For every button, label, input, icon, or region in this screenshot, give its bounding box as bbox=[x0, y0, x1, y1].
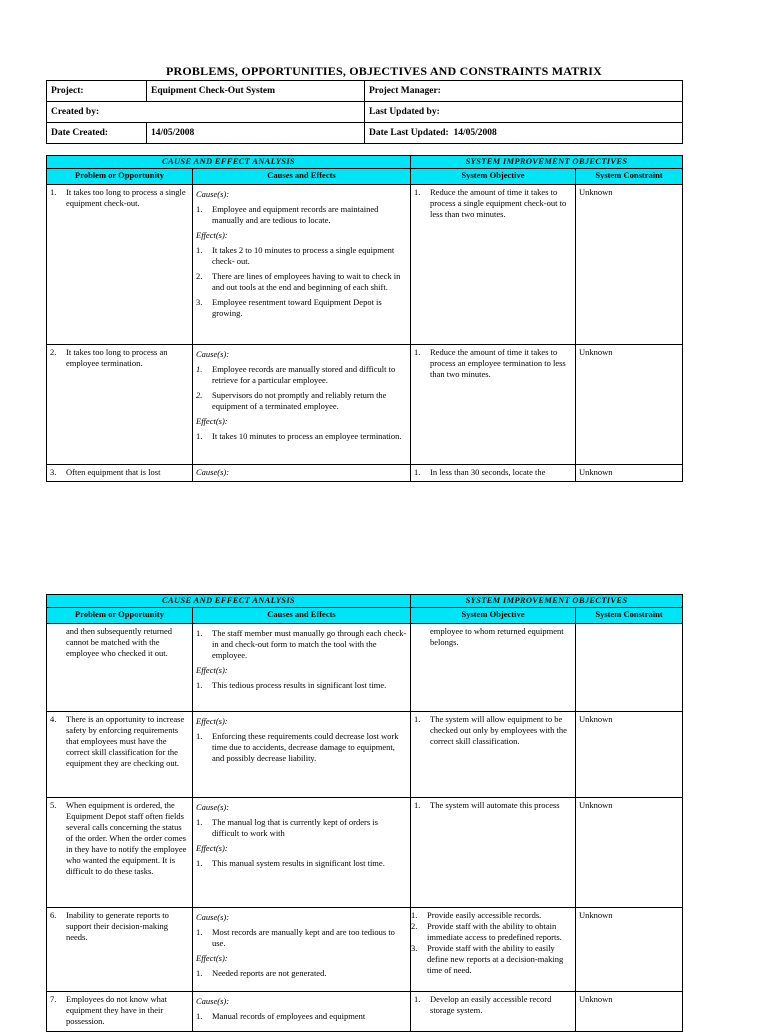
problem-text: Employees do not know what equipment they have in their possession. bbox=[66, 994, 168, 1026]
effect-text: It takes 10 minutes to process an employee termination. bbox=[212, 431, 402, 441]
objective-column-header: System Objective bbox=[411, 608, 576, 624]
causes-label: Cause(s): bbox=[196, 912, 230, 922]
objective-text: employee to whom returned equipment belongs. bbox=[411, 624, 576, 712]
problem-text: Often equipment that is lost bbox=[66, 467, 161, 477]
effects-label: Effect(s): bbox=[196, 230, 228, 240]
effect-text: Employee resentment toward Equipment Depot is growing. bbox=[212, 297, 382, 318]
problem-column-header: Problem or Opportunity bbox=[47, 169, 193, 185]
objective-text: Provide easily accessible records. bbox=[427, 910, 542, 920]
row-number: 4. bbox=[50, 714, 57, 724]
cause-effect-header: CAUSE AND EFFECT ANALYSIS bbox=[47, 595, 411, 608]
constraint-text: Unknown bbox=[576, 908, 683, 992]
project-info-table bbox=[46, 80, 683, 144]
matrix-table-2 bbox=[46, 594, 683, 1032]
effect-text: This manual system results in significant lost time. bbox=[212, 858, 385, 868]
date-last-updated-label: Date Last Updated: bbox=[369, 127, 449, 138]
causes-column-header: Causes and Effects bbox=[193, 608, 411, 624]
row-number: 6. bbox=[50, 910, 57, 920]
created-by-label: Created by: bbox=[47, 102, 365, 123]
objective-column-header: System Objective bbox=[411, 169, 576, 185]
effects-label: Effect(s): bbox=[196, 953, 228, 963]
constraint-column-header: System Constraint bbox=[576, 169, 683, 185]
date-last-updated-cell bbox=[365, 123, 683, 144]
effects-label: Effect(s): bbox=[196, 416, 228, 426]
problem-text: It takes too long to process an employee termination. bbox=[66, 347, 168, 368]
row-number: 2. bbox=[50, 347, 57, 357]
objective-text: In less than 30 seconds, locate the bbox=[430, 467, 546, 477]
cause-text: Manual records of employees and equipment bbox=[212, 1011, 366, 1021]
constraint-text: Unknown bbox=[576, 185, 683, 345]
objective-text: The system will allow equipment to be checked out only by employees with the correct skill classification. bbox=[430, 714, 567, 746]
problem-text: There is an opportunity to increase safety by enforcing requirements that employees must have the correct skill classification for the equipment they are checking out. bbox=[66, 714, 185, 768]
effect-text: It takes 2 to 10 minutes to process a single equipment check- out. bbox=[212, 245, 395, 266]
row-number: 5. bbox=[50, 800, 57, 810]
causes-label: Cause(s): bbox=[196, 349, 230, 359]
objective-text: Reduce the amount of time it takes to process a single equipment check-out to less than two minutes. bbox=[430, 187, 567, 219]
date-created-value: 14/05/2008 bbox=[147, 123, 365, 144]
cause-text: Most records are manually kept and are too tedious to use. bbox=[212, 927, 395, 948]
objective-text: Reduce the amount of time it takes to process an employee termination to less than two minutes. bbox=[430, 347, 566, 379]
causes-label: Cause(s): bbox=[196, 467, 230, 477]
effects-label: Effect(s): bbox=[196, 843, 228, 853]
constraint-column-header: System Constraint bbox=[576, 608, 683, 624]
effect-text: There are lines of employees having to wait to check in and out tools at the end and beginning of each shift. bbox=[212, 271, 401, 292]
table-row: 6. Inability to generate reports to support their decision-making needs. Cause(s): 1. Most records are manually kept and are too tedious to use. Effect(s): 1. Needed reports are not generated. 1. Provide easily accessible records. 2. Provide staff with the ability to obtain immediate access to predefined reports. 3. Provide staff with the ability to easily define new reports at a decision-making time of need. Unknown bbox=[47, 908, 683, 992]
system-improvement-header: SYSTEM IMPROVEMENT OBJECTIVES bbox=[411, 595, 683, 608]
table-row: 1. It takes too long to process a single equipment check-out. Cause(s): 1. Employee and equipment records are maintained manually and are tedious to locate. Effect(s): 1. It takes 2 to 10 minutes to process a single equipment check- out. 2. There are lines of employees having to wait to check in and out tools at the end and beginning of each shift. 3. Employee resentment toward Equipment Depot is growing. 1. Reduce the amount of time it takes to process a single equipment check-out to less than two minutes. Unknown bbox=[47, 185, 683, 345]
table-row: and then subsequently returned cannot be matched with the employee who checked it out. 1. The staff member must manually go through each check-in and check-out form to match the tool with the employee. Effect(s): 1. This tedious process results in significant lost time. employee to whom returned equipment belongs. bbox=[47, 624, 683, 712]
table-row: 2. It takes too long to process an employee termination. Cause(s): 1. Employee records are manually stored and difficult to retrieve for a particular employee. 2. Supervisors do not promptly and reliably return the equipment of a terminated employee. Effect(s): 1. It takes 10 minutes to process an employee termination. 1. Reduce the amount of time it takes to process an employee termination to less than two minutes. Unknown bbox=[47, 345, 683, 465]
effects-label: Effect(s): bbox=[196, 716, 228, 726]
project-label: Project: bbox=[47, 81, 147, 102]
cause-text: Employee and equipment records are maintained manually and are tedious to locate. bbox=[212, 204, 379, 225]
row-number: 3. bbox=[50, 467, 57, 477]
date-created-label: Date Created: bbox=[47, 123, 147, 144]
last-updated-by-label: Last Updated by: bbox=[365, 102, 683, 123]
effect-text: Needed reports are not generated. bbox=[212, 968, 327, 978]
table-row: 5. When equipment is ordered, the Equipment Depot staff often fields several calls concerning the status of the order. When the order comes in they have to notify the employee who wanted the equipment. It is difficult to do these tasks. Cause(s): 1. The manual log that is currently kept of orders is difficult to work with Effect(s): 1. This manual system results in significant lost time. 1. The system will automate this process Unknown bbox=[47, 798, 683, 908]
effect-text: This tedious process results in significant lost time. bbox=[212, 680, 387, 690]
cause-effect-header: CAUSE AND EFFECT ANALYSIS bbox=[47, 156, 411, 169]
cause-text: The manual log that is currently kept of orders is difficult to work with bbox=[212, 817, 378, 838]
objective-text: Provide staff with the ability to easily define new reports at a decision-making time of need. bbox=[427, 943, 564, 975]
causes-label: Cause(s): bbox=[196, 802, 230, 812]
constraint-text: Unknown bbox=[576, 345, 683, 465]
problem-column-header: Problem or Opportunity bbox=[47, 608, 193, 624]
objective-text: The system will automate this process bbox=[430, 800, 560, 810]
problem-text: It takes too long to process a single equipment check-out. bbox=[66, 187, 186, 208]
row-number: 7. bbox=[50, 994, 57, 1004]
project-manager-label: Project Manager: bbox=[365, 81, 683, 102]
problem-text: When equipment is ordered, the Equipment Depot staff often fields several calls concerning the status of the order. When the order comes in they have to notify the employee who wanted the equipment. It is difficult to do these tasks. bbox=[66, 800, 187, 876]
problem-text: and then subsequently returned cannot be matched with the employee who checked it out. bbox=[47, 624, 193, 712]
cause-text: Employee records are manually stored and difficult to retrieve for a particular employee. bbox=[212, 364, 396, 385]
effects-label: Effect(s): bbox=[196, 665, 228, 675]
project-value: Equipment Check-Out System bbox=[147, 81, 365, 102]
system-improvement-header: SYSTEM IMPROVEMENT OBJECTIVES bbox=[411, 156, 683, 169]
constraint-text: Unknown bbox=[576, 992, 683, 1032]
objective-text: Develop an easily accessible record storage system. bbox=[430, 994, 552, 1015]
matrix-table-1 bbox=[46, 155, 683, 482]
row-number: 1. bbox=[50, 187, 57, 197]
cause-text: The staff member must manually go through each check-in and check-out form to match the tool with the employee. bbox=[212, 628, 407, 660]
problem-text: Inability to generate reports to support their decision-making needs. bbox=[66, 910, 169, 942]
causes-label: Cause(s): bbox=[196, 189, 230, 199]
causes-column-header: Causes and Effects bbox=[193, 169, 411, 185]
constraint-text: Unknown bbox=[576, 798, 683, 908]
constraint-text: Unknown bbox=[576, 712, 683, 798]
date-last-updated-value: 14/05/2008 bbox=[453, 127, 497, 138]
page-title: PROBLEMS, OPPORTUNITIES, OBJECTIVES AND CONSTRAINTS MATRIX bbox=[165, 64, 603, 78]
effect-text: Enforcing these requirements could decrease lost work time due to accidents, decrease damage to equipment, and possibly decrease liability. bbox=[212, 731, 399, 763]
table-row: 3. Often equipment that is lost Cause(s): 1. In less than 30 seconds, locate the Unknown bbox=[47, 465, 683, 482]
cause-text: Supervisors do not promptly and reliably return the equipment of a terminated employee. bbox=[212, 390, 387, 411]
constraint-text: Unknown bbox=[576, 465, 683, 482]
table-row: 7. Employees do not know what equipment they have in their possession. Cause(s): 1. Manual records of employees and equipment 1. Develop an easily accessible record storage system. Unknown bbox=[47, 992, 683, 1032]
table-row: 4. There is an opportunity to increase safety by enforcing requirements that employees must have the correct skill classification for the equipment they are checking out. Effect(s): 1. Enforcing these requirements could decrease lost work time due to accidents, decrease damage to equipment, and possibly decrease liability. 1. The system will allow equipment to be checked out only by employees with the correct skill classification. Unknown bbox=[47, 712, 683, 798]
causes-label: Cause(s): bbox=[196, 996, 230, 1006]
objective-text: Provide staff with the ability to obtain immediate access to predefined reports. bbox=[427, 921, 562, 942]
